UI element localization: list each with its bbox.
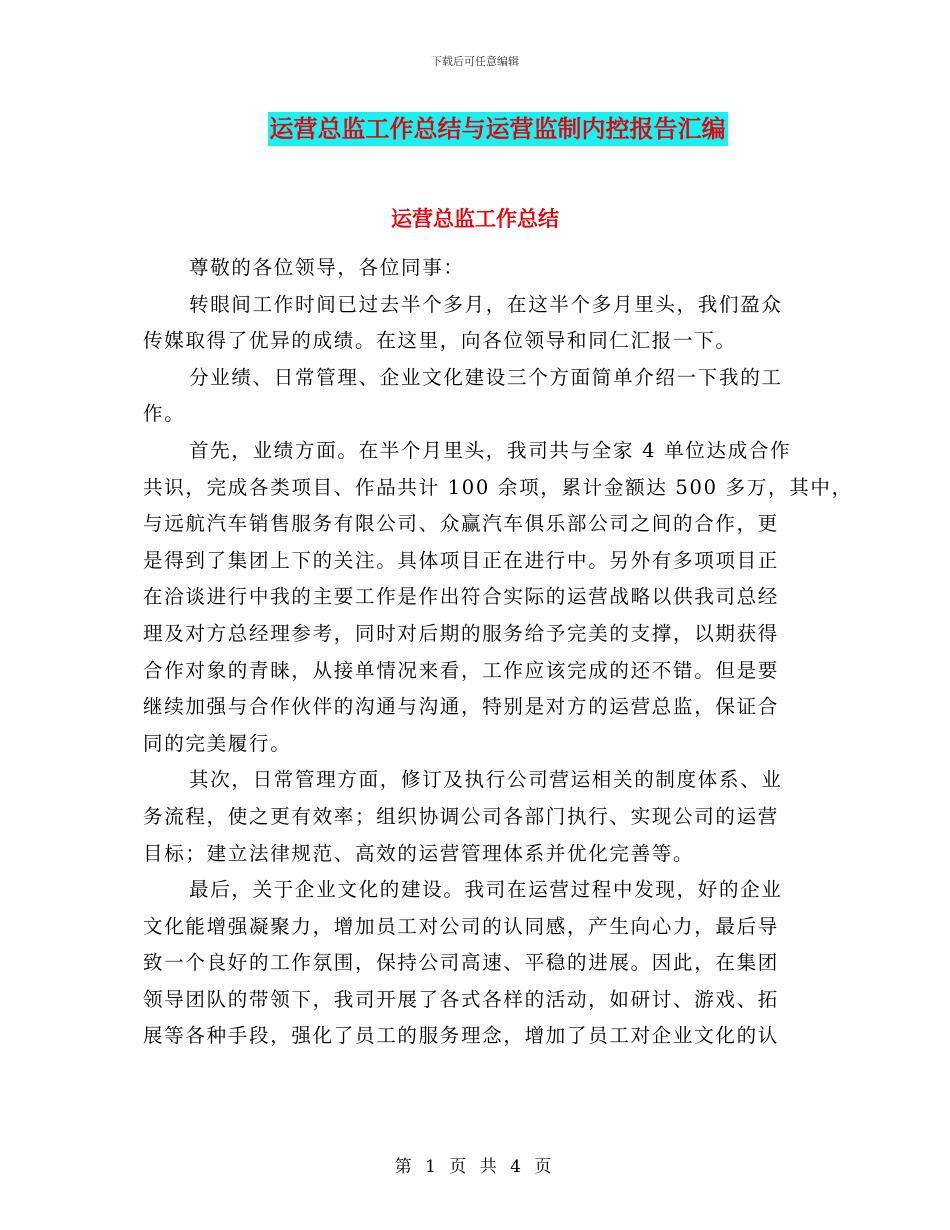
body-text <box>143 250 853 1055</box>
body-line: 首先，业绩方面。在半个月里头，我司共与全家 4 单位达成合作 <box>189 438 792 462</box>
body-line: 领导团队的带领下，我司开展了各式各样的活动，如研讨、游戏、拓 <box>143 987 780 1011</box>
body-line: 同的完美履行。 <box>143 731 292 755</box>
body-line: 分业绩、日常管理、企业文化建设三个方面简单介绍一下我的工 <box>189 365 783 389</box>
body-line: 在洽谈进行中我的主要工作是作出符合实际的运营战略以供我司总经 <box>143 585 780 609</box>
body-line: 转眼间工作时间已过去半个多月，在这半个多月里头，我们盈众 <box>189 292 783 316</box>
body-line: 合作对象的青睐，从接单情况来看，工作应该完成的还不错。但是要 <box>143 658 780 682</box>
body-line: 文化能增强凝聚力，增加员工对公司的认同感，产生向心力，最后导 <box>143 914 780 938</box>
body-line: 目标；建立法律规范、高效的运营管理体系并优化完善等。 <box>143 841 695 865</box>
body-line: 传媒取得了优异的成绩。在这里，向各位领导和同仁汇报一下。 <box>143 329 737 353</box>
document-title: 运营总监工作总结与运营监制内控报告汇编 <box>268 112 728 146</box>
section-title: 运营总监工作总结 <box>391 207 559 231</box>
body-line: 尊敬的各位领导，各位同事： <box>189 256 465 279</box>
body-line: 与远航汽车销售服务有限公司、众赢汽车俱乐部公司之间的合作，更 <box>143 512 780 536</box>
body-line: 展等各种手段，强化了员工的服务理念，增加了员工对企业文化的认 <box>143 1024 780 1048</box>
body-line: 务流程，使之更有效率；组织协调公司各部门执行、实现公司的运营 <box>143 804 780 828</box>
body-line: 共识，完成各类项目、作品共计 100 余项，累计金额达 500 多万，其中， <box>143 475 853 499</box>
body-line: 是得到了集团上下的关注。具体项目正在进行中。另外有多项项目正 <box>143 548 780 572</box>
body-line: 最后，关于企业文化的建设。我司在运营过程中发现，好的企业 <box>189 878 783 902</box>
header-note: 下载后可任意编辑 <box>431 55 519 68</box>
body-line: 理及对方总经理参考，同时对后期的服务给予完美的支撑，以期获得 <box>143 621 780 645</box>
body-line: 作。 <box>143 402 186 426</box>
document-title-container <box>0 112 950 146</box>
page-footer: 第 1 页 共 4 页 <box>394 1157 556 1177</box>
body-line: 致一个良好的工作氛围，保持公司高速、平稳的进展。因此，在集团 <box>143 951 780 975</box>
body-line: 其次，日常管理方面，修订及执行公司营运相关的制度体系、业 <box>189 768 783 792</box>
body-line: 继续加强与合作伙伴的沟通与沟通，特别是对方的运营总监，保证合 <box>143 695 780 719</box>
